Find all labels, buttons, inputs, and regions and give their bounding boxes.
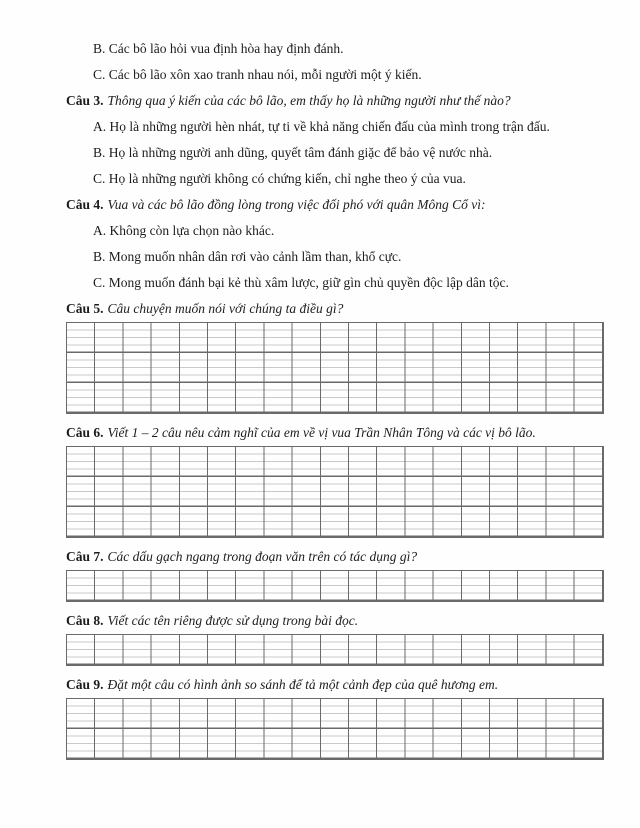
option-c-cau3: C. Họ là những người không có chứng kiến, chỉ nghe theo ý của vua. [93, 171, 466, 186]
option-b-cau4: B. Mong muốn nhân dân rơi vào cảnh lầm than, khổ cực. [93, 249, 402, 264]
option-a-cau3: A. Họ là những người hèn nhát, tự ti về khả năng chiến đấu của mình trong trận đấu. [93, 119, 550, 134]
question-label: Câu 3. [66, 93, 104, 108]
question-cau-4 [66, 196, 602, 214]
answer-grid-cau-9[interactable] [66, 698, 604, 760]
question-label: Câu 8. [66, 613, 104, 628]
option-a-cau4: A. Không còn lựa chọn nào khác. [93, 223, 275, 238]
question-label: Câu 6. [66, 425, 104, 440]
question-label: Câu 9. [66, 677, 104, 692]
option-c-cau2: C. Các bô lão xôn xao tranh nhau nói, mỗi người một ý kiến. [93, 67, 422, 82]
question-cau-5 [66, 300, 602, 318]
question-cau-3 [66, 92, 602, 110]
question-text: Thông qua ý kiến của các bô lão, em thấy họ là những người như thế nào? [107, 93, 511, 108]
question-cau-6 [66, 424, 602, 442]
question-label: Câu 5. [66, 301, 104, 316]
question-text: Các dấu gạch ngang trong đoạn văn trên có tác dụng gì? [107, 549, 418, 564]
option-c-cau4: C. Mong muốn đánh bại kẻ thù xâm lược, giữ gìn chủ quyền độc lập dân tộc. [93, 275, 509, 290]
question-cau-9 [66, 676, 602, 694]
question-text: Câu chuyện muốn nói với chúng ta điều gì? [107, 301, 344, 316]
answer-grid-cau-7[interactable] [66, 570, 604, 602]
question-cau-8 [66, 612, 602, 630]
option-b-cau3: B. Họ là những người anh dũng, quyết tâm đánh giặc để bảo vệ nước nhà. [93, 145, 493, 160]
question-label: Câu 4. [66, 197, 104, 212]
option-b-cau2: B. Các bô lão hỏi vua định hòa hay định đánh. [93, 41, 344, 56]
answer-grid-cau-6[interactable] [66, 446, 604, 538]
question-label: Câu 7. [66, 549, 104, 564]
answer-grid-cau-8[interactable] [66, 634, 604, 666]
question-cau-7 [66, 548, 602, 566]
question-text: Viết 1 – 2 câu nêu cảm nghĩ của em về vị vua Trần Nhân Tông và các vị bô lão. [107, 425, 536, 440]
question-text: Đặt một câu có hình ảnh so sánh để tả một cảnh đẹp của quê hương em. [107, 677, 499, 692]
answer-grid-cau-5[interactable] [66, 322, 604, 414]
question-text: Vua và các bô lão đồng lòng trong việc đối phó với quân Mông Cổ vì: [107, 197, 486, 212]
question-text: Viết các tên riêng được sử dụng trong bài đọc. [107, 613, 359, 628]
